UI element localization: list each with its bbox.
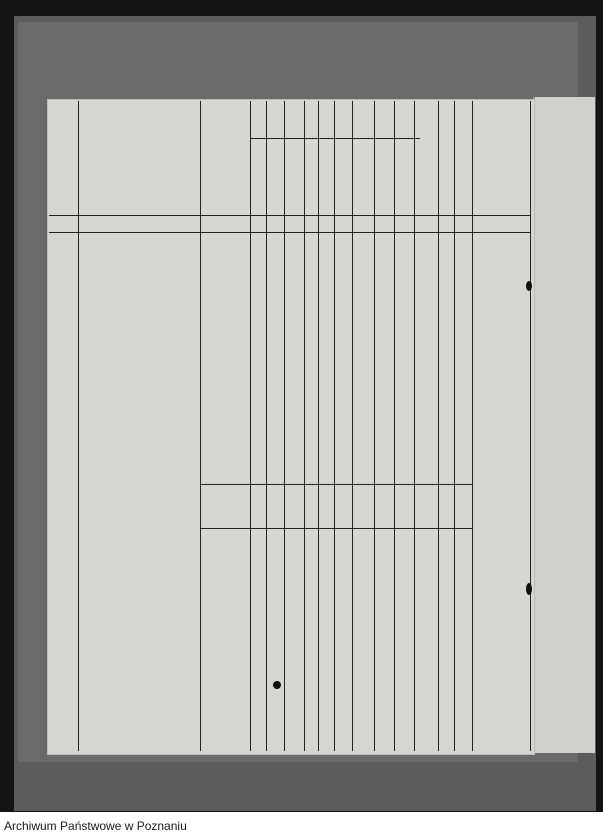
grid-line-vertical [530, 101, 531, 751]
grid-line-vertical [472, 101, 473, 751]
grid-line-horizontal [200, 528, 472, 529]
grid-line-vertical [414, 101, 415, 751]
grid-line-vertical [266, 101, 267, 751]
adjacent-page [533, 97, 595, 753]
grid-line-vertical [374, 101, 375, 751]
archive-label: Archiwum Państwowe w Poznaniu [4, 819, 187, 833]
grid-line-vertical [284, 101, 285, 751]
grid-line-vertical [334, 101, 335, 751]
document-page [47, 99, 535, 755]
grid-line-horizontal [200, 484, 472, 485]
grid-line-vertical [318, 101, 319, 751]
grid-line-vertical [304, 101, 305, 751]
grid-line-horizontal [250, 138, 420, 139]
grid-line-horizontal [49, 232, 531, 233]
grid-line-vertical [438, 101, 439, 751]
grid-line-horizontal [49, 215, 531, 216]
grid-line-vertical [454, 101, 455, 751]
grid-line-vertical [200, 101, 201, 751]
grid-line-vertical [78, 101, 79, 751]
binding-mark [526, 583, 532, 595]
grid-line-vertical [352, 101, 353, 751]
grid-line-vertical [250, 101, 251, 751]
archive-footer [0, 812, 603, 840]
binding-mark [526, 281, 532, 291]
punch-hole [273, 681, 281, 689]
grid-line-vertical [394, 101, 395, 751]
